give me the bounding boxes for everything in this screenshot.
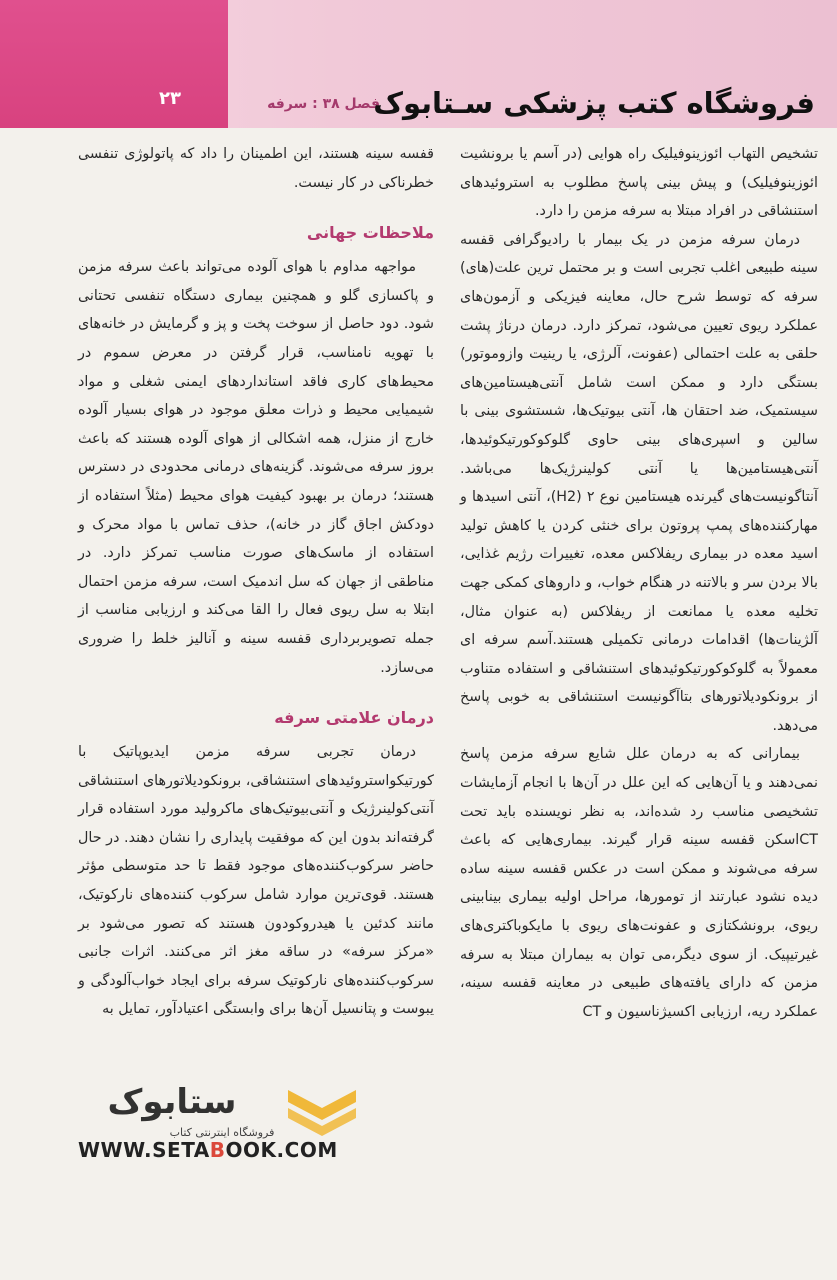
section-heading-global: ملاحظات جهانی (306, 223, 434, 243)
paragraph: مواجهه مداوم با هوای آلوده می‌تواند باعث سرفه مزمن و پاکسازی گلو و همچنین بیماری دستگاه تنفسی تحتانی شود. دود حاصل از سوخت پخت و پز و گرمایش در خانه‌های با تهویه نامناسب، قرار گرفتن در معرض سموم در محیط‌های کاری فاقد استانداردهای ایمنی شغلی و مواد شیمیایی محیط و ذرات معلق موجود در هوای بسیار آلوده خارج از منزل، همه اشکالی از هوای آلوده هستند که باعث بروز سرفه می‌شوند. گزینه‌های درمانی محدودی در دسترس هستند؛ درمان بر بهبود کیفیت هوای محیط (مثلاً استفاده از دودکش اجاق گاز در خانه)، حذف تماس با مواد محرک و استفاده از ماسک‌های صورت مناسب تمرکز دارد. در مناطقی از جهان که سل اندمیک است، سرفه مزمن احتمال ابتلا به سل ریوی فعال را القا می‌کند و ارزیابی مناسب از جمله تصویربرداری قفسه سینه و آنالیز خلط را ضروری می‌سازد. (78, 259, 434, 676)
right-column (460, 140, 818, 1026)
paragraph: تشخیص التهاب ائوزینوفیلیک راه هوایی (در آسم یا برونشیت ائوزینوفیلیک) و پیش بینی پاسخ مطلوب به استروئیدهای استنشاقی در افراد مبتلا به سرفه مزمن را دارد. (460, 146, 818, 220)
watermark-url (78, 1138, 378, 1162)
section-heading-symptom: درمان علامتی سرفه (274, 708, 434, 728)
paragraph: بیمارانی که به درمان علل شایع سرفه مزمن پاسخ نمی‌دهند و یا آن‌هایی که این علل در آن‌ها با انجام آزمایشات تشخیصی مناسب رد شده‌اند، به نظر نویسنده باید تحت CTاسکن قفسه سینه قرار گیرند. بیماری‌هایی که باعث سرفه می‌شوند و ممکن است در عکس قفسه سینه ساده دیده نشود عبارتند از تومورها، مراحل اولیه بیماری بینابینی ریوی، برونشکتازی و عفونت‌های ریوی با مایکوباکتری‌های غیرتیپیک. از سوی دیگر،می توان به بیماران مبتلا به سرفه مزمن که دارای یافته‌های طبیعی در معاینه قفسه سینه، عملکرد ریه، ارزیابی اکسیژناسیون و CT (460, 746, 818, 1020)
url-accent: B (209, 1138, 226, 1162)
store-title: فروشگاه کتب پزشکی سـتابوک (373, 86, 815, 120)
watermark-brand: ستابوک (107, 1082, 237, 1122)
paragraph: درمان سرفه مزمن در یک بیمار با رادیوگرافی قفسه سینه طبیعی اغلب تجربی است و بر محتمل ترین علت(های) سرفه که توسط شرح حال، معاینه فیزیکی و آزمون‌های عملکرد ریوی تعیین می‌شود، تمرکز دارد. درمان درناژ پشت حلقی به علت احتمالی (عفونت، آلرژی، یا رینیت وازوموتور) بستگی دارد و ممکن است شامل آنتی‌هیستامین‌های سیستمیک، ضد احتقان ها، آنتی بیوتیک‌ها، شستشوی بینی با سالین و اسپری‌های بینی حاوی گلوکوکورتیکوئیدها، آنتی‌هیستامین‌ها یا آنتی کولینرژیک‌ها می‌باشد. آنتاگونیست‌های گیرنده هیستامین نوع ۲ (H2)، آنتی اسیدها و مهارکننده‌های پمپ پروتون برای خنثی کردن یا کاهش تولید اسید معده در بیماری ریفلاکس معده، تغییرات رژیم غذایی، بالا بردن سر و بالاتنه در هنگام خواب، و داروهای کمکی جهت تخلیه معده یا ممانعت از ریفلاکس (به عنوان مثال، آلژینات‌ها) اقدامات درمانی تکمیلی هستند.آسم سرفه ای معمولاً به گلوکوکورتیکوئیدهای استنشاقی و استفاده متناوب از برونکودیلاتورهای بتاآگونیست استنشاقی به خوبی پاسخ می‌دهد. (460, 231, 819, 734)
left-column (78, 140, 434, 1024)
paragraph: قفسه سینه هستند، این اطمینان را داد که پاتولوژی تنفسی خطرناکی در کار نیست. (78, 146, 434, 191)
url-suffix: OOK.COM (225, 1138, 338, 1162)
page-number: ۲۳ (159, 88, 181, 109)
page-tab (0, 0, 228, 128)
watermark-subtitle: فروشگاه اینترنتی کتاب (169, 1126, 275, 1139)
chapter-label: فصل ۳۸ : سرفه (267, 96, 380, 112)
url-prefix: WWW.SETA (78, 1138, 210, 1162)
paragraph: درمان تجربی سرفه مزمن ایدیوپاتیک با کورتیکواستروئیدهای استنشاقی، برونکودیلاتورهای استنشاقی آنتی‌کولینرژیک و آنتی‌بیوتیک‌های ماکرولید مورد استفاده قرار گرفته‌اند بدون این که موفقیت پایداری را نشان دهند. در حال حاضر سرکوب‌کننده‌های موجود فقط تا حد متوسطی مؤثر هستند. قوی‌ترین موارد شامل سرکوب کننده‌های نارکوتیک، مانند کدئین یا هیدروکودون هستند که تصور می‌شود بر «مرکز سرفه» در ساقه مغز اثر می‌کنند. اثرات جانبی سرکوب‌کننده‌های نارکوتیک سرفه برای ایجاد خواب‌آلودگی و یبوست و پتانسیل آن‌ها برای وابستگی اعتیادآور، تمایل به (77, 744, 434, 1018)
watermark (62, 1080, 362, 1170)
